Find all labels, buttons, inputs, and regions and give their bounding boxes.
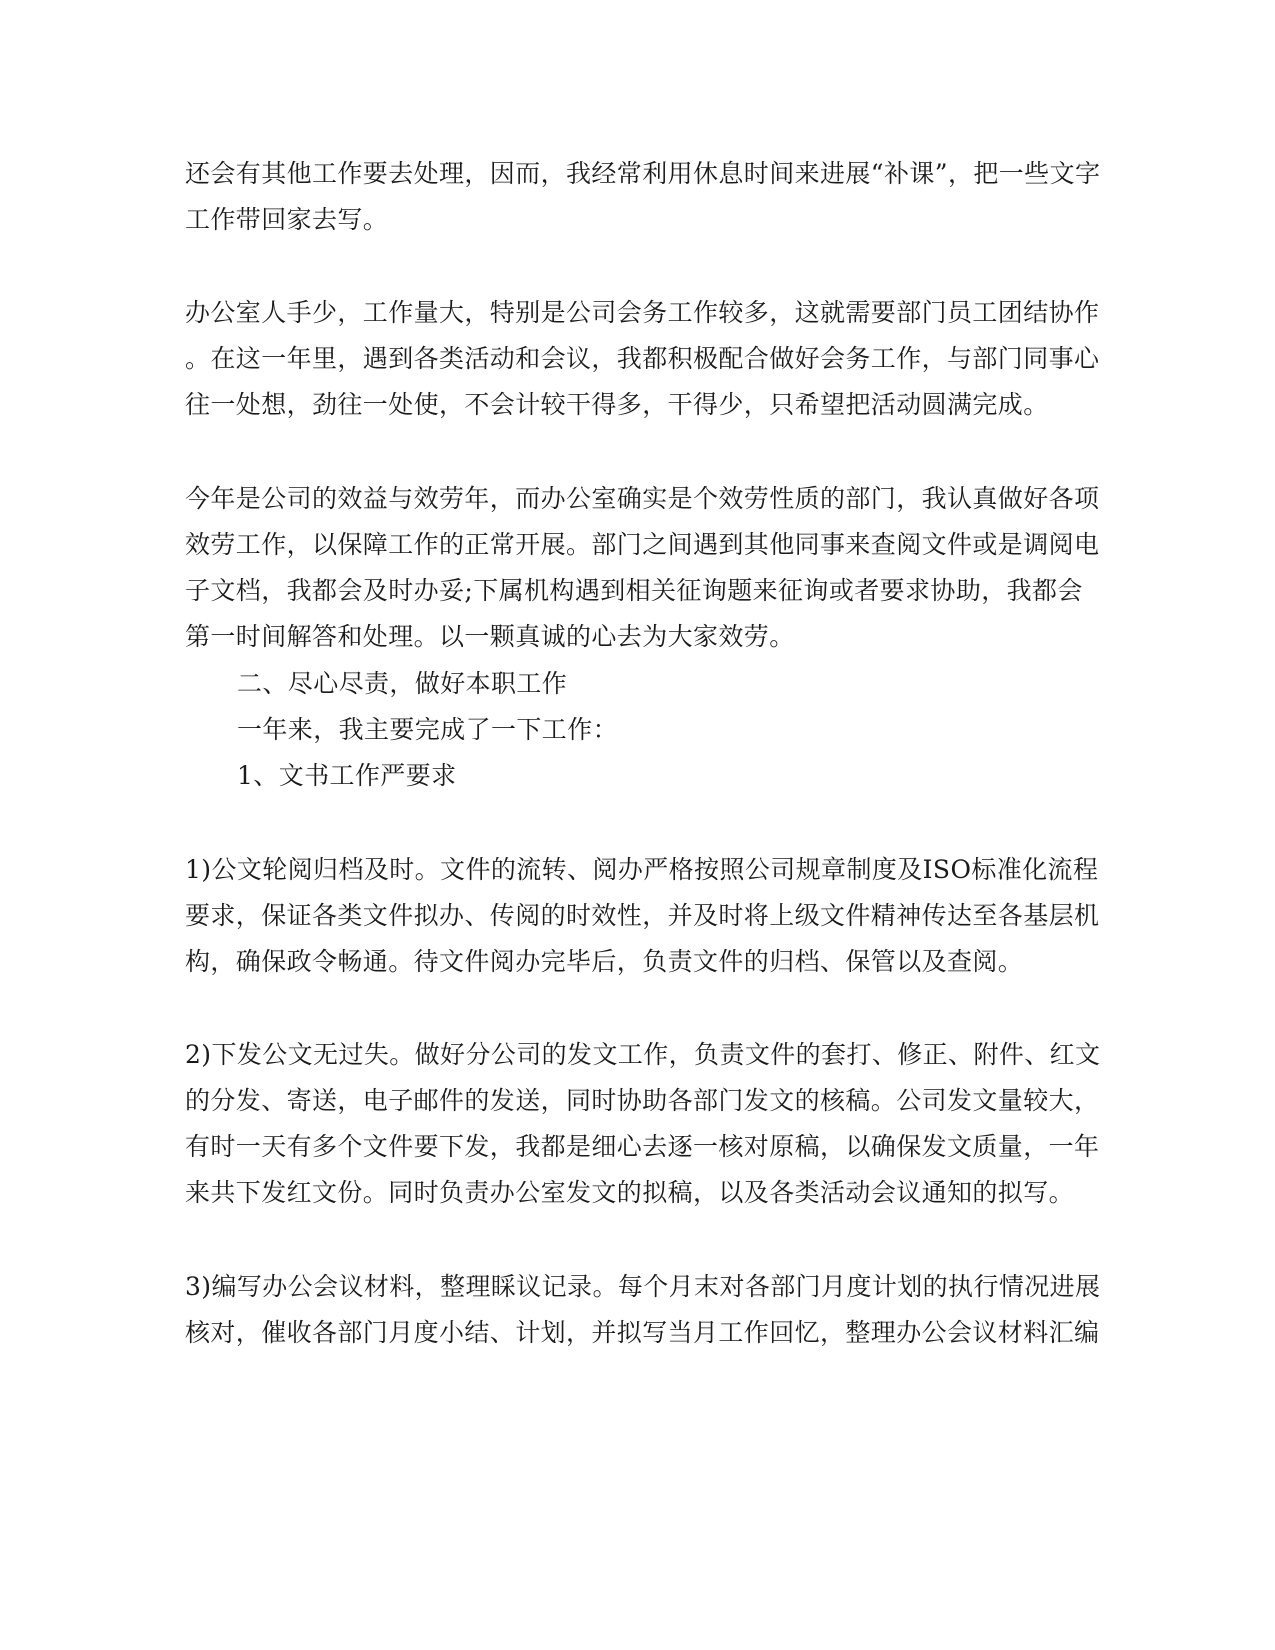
paragraph-line: 一年来，我主要完成了一下工作： [237, 715, 619, 744]
list-item-line: 构，确保政令畅通。待文件阅办完毕后，负责文件的归档、保管以及查阅。 [185, 947, 1024, 976]
paragraph-line: 。在这一年里，遇到各类活动和会议，我都积极配合做好会务工作，与部门同事心 [185, 344, 1100, 373]
paragraph-line: 往一处想，劲往一处使，不会计较干得多，干得少，只希望把活动圆满完成。 [185, 390, 1049, 419]
paragraph-line: 工作带回家去写。 [185, 205, 389, 234]
list-item-line: 核对，催收各部门月度小结、计划，并拟写当月工作回忆，整理办公会议材料汇编 [185, 1318, 1100, 1347]
paragraph-line: 还会有其他工作要去处理，因而，我经常利用休息时间来进展“补课”，把一些文字 [185, 159, 1101, 188]
paragraph-line: 效劳工作，以保障工作的正常开展。部门之间遇到其他同事来查阅文件或是调阅电 [185, 530, 1100, 559]
paragraph-line: 第一时间解答和处理。以一颗真诚的心去为大家效劳。 [185, 622, 795, 651]
list-item-line: 来共下发红文份。同时负责办公室发文的拟稿，以及各类活动会议通知的拟写。 [185, 1178, 1075, 1207]
list-item-line: 3)编写办公会议材料，整理睬议记录。每个月末对各部门月度计划的执行情况进展 [185, 1272, 1101, 1301]
paragraph-line: 子文档，我都会及时办妥;下属机构遇到相关征询题来征询或者要求协助，我都会 [185, 576, 1083, 605]
list-item-line: 有时一天有多个文件要下发，我都是细心去逐一核对原稿，以确保发文质量，一年 [185, 1132, 1100, 1161]
paragraph-line: 办公室人手少，工作量大，特别是公司会务工作较多，这就需要部门员工团结协作 [185, 298, 1100, 327]
list-item-line: 1)公文轮阅归档及时。文件的流转、阅办严格按照公司规章制度及ISO标准化流程 [185, 855, 1099, 884]
paragraph-line: 今年是公司的效益与效劳年，而办公室确实是个效劳性质的部门，我认真做好各项 [185, 484, 1100, 513]
list-item-line: 的分发、寄送，电子邮件的发送，同时协助各部门发文的核稿。公司发文量较大， [185, 1086, 1100, 1115]
list-item-line: 要求，保证各类文件拟办、传阅的时效性，并及时将上级文件精神传达至各基层机 [185, 901, 1100, 930]
subsection-heading: 1、文书工作严要求 [237, 761, 457, 790]
section-heading: 二、尽心尽责，做好本职工作 [237, 669, 568, 698]
list-item-line: 2)下发公文无过失。做好分公司的发文工作，负责文件的套打、修正、附件、红文 [185, 1040, 1101, 1069]
